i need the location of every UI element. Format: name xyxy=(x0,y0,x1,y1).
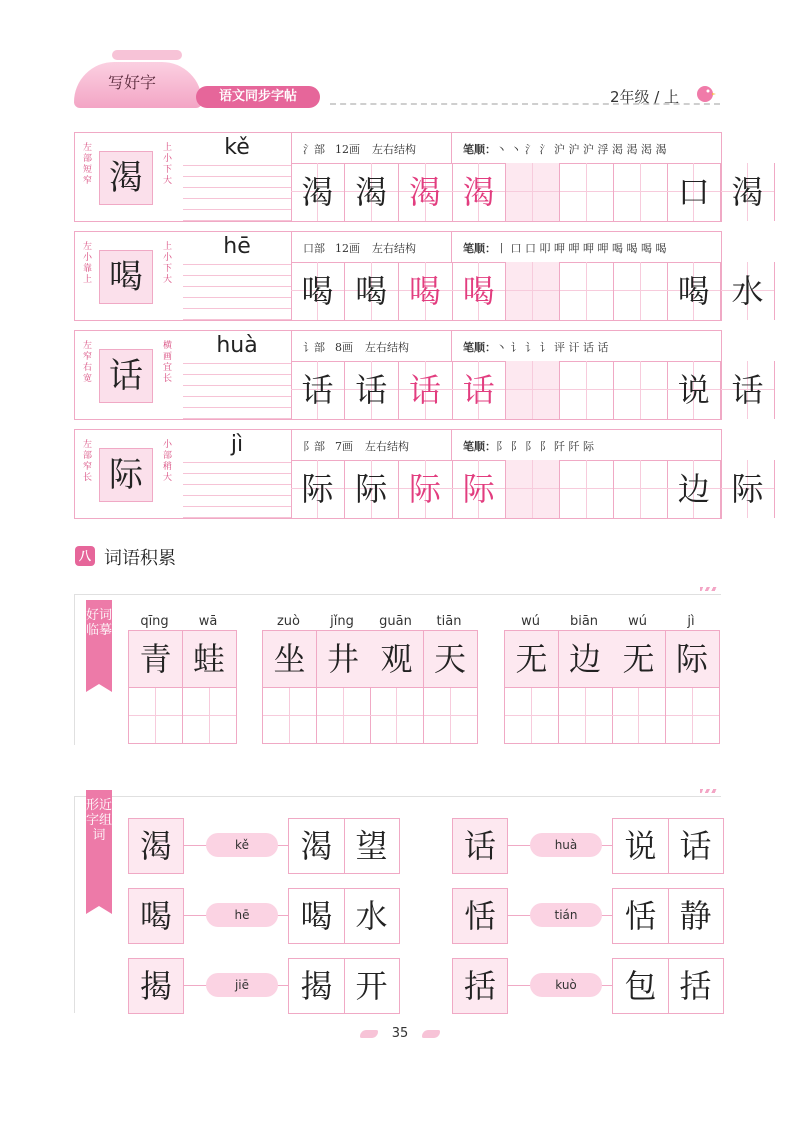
info-divider xyxy=(451,331,452,361)
stroke-order-sequence: 阝 阝 阝 阝 阡 阡 际 xyxy=(496,440,594,453)
pinyin-label: huà xyxy=(183,333,291,358)
practice-cells xyxy=(291,262,764,320)
info-divider xyxy=(451,133,452,163)
practice-cell xyxy=(614,262,668,320)
word-model-box xyxy=(317,631,370,688)
word-practice-box xyxy=(317,688,370,743)
page-number: 35 xyxy=(391,1026,409,1041)
practice-cell xyxy=(291,460,345,518)
word-pair-char: 话 xyxy=(679,827,712,865)
word-pair-char: 喝 xyxy=(289,889,345,943)
word-pair-char: 望 xyxy=(355,827,388,865)
radical-info xyxy=(303,438,409,454)
structure: 左右结构 xyxy=(372,143,416,156)
word-pinyin: jì xyxy=(687,614,695,629)
practice-cell xyxy=(506,163,560,221)
word-char: 无 xyxy=(515,640,548,678)
stroke-count: 8画 xyxy=(335,341,353,354)
word-cell xyxy=(263,631,317,743)
radical-info xyxy=(303,141,416,157)
writing-tip-left: 左小靠上 xyxy=(83,242,93,285)
stroke-order-sequence: 丶 讠 讠 讠 评 讦 话 话 xyxy=(496,341,609,354)
word-pair-box xyxy=(288,818,400,874)
practice-cell xyxy=(399,460,453,518)
word-pinyin: guān xyxy=(379,614,412,629)
similar-char-box xyxy=(128,888,184,944)
word-pair-box xyxy=(288,958,400,1014)
radical-info xyxy=(303,339,409,355)
word-pair-char: 揭 xyxy=(289,959,345,1013)
word-char: 渴 xyxy=(731,173,764,211)
similar-chars-tab: 形近字组词 xyxy=(86,790,112,906)
practice-cell xyxy=(667,163,721,221)
word-model-box xyxy=(370,631,423,688)
similar-char: 话 xyxy=(463,827,496,865)
word-char: 无 xyxy=(622,640,655,678)
writing-tip-right: 上小下大 xyxy=(163,143,173,186)
word-practice-box xyxy=(612,688,665,743)
word-char: 青 xyxy=(139,640,172,678)
writing-tip-right: 小部稍大 xyxy=(163,440,173,483)
word-cell xyxy=(129,631,183,743)
word-char: 边 xyxy=(677,470,710,508)
char-model-cell xyxy=(75,133,184,221)
practice-char: 际 xyxy=(462,470,495,508)
word-char: 话 xyxy=(731,371,764,409)
stroke-order xyxy=(463,240,666,256)
practice-cell xyxy=(614,361,668,419)
radical: 氵部 xyxy=(303,143,325,156)
word-practice-box xyxy=(129,688,182,743)
bird-icon xyxy=(694,81,716,103)
practice-cell xyxy=(667,361,721,419)
char-row xyxy=(74,231,764,321)
char-info xyxy=(291,331,721,362)
practice-char: 喝 xyxy=(462,272,495,310)
word-cell xyxy=(559,631,613,743)
structure: 左右结构 xyxy=(372,242,416,255)
similar-char-pinyin: hē xyxy=(206,903,278,927)
word-char: 蛙 xyxy=(192,640,225,678)
word-model-box xyxy=(505,631,558,688)
info-divider xyxy=(451,430,452,460)
word-model-box xyxy=(559,631,612,688)
stroke-order xyxy=(463,141,666,157)
word-cell xyxy=(666,631,720,743)
word-char: 说 xyxy=(677,371,710,409)
word-pair-box xyxy=(612,888,724,944)
model-char-box xyxy=(99,349,153,403)
writing-tip-left: 左部窄长 xyxy=(83,440,93,483)
writing-tip-right: 横画宜长 xyxy=(163,341,173,384)
practice-cells xyxy=(291,460,764,518)
word-pinyin: biān xyxy=(569,614,599,629)
practice-cell xyxy=(721,262,775,320)
writing-tip-right: 上小下大 xyxy=(163,242,173,285)
word-pinyin: wā xyxy=(198,614,218,629)
practice-cell xyxy=(452,163,506,221)
word-practice-box xyxy=(505,688,558,743)
stroke-order-sequence: 丨 口 口 叩 呷 呷 呷 呷 喝 喝 喝 喝 xyxy=(496,242,667,255)
word-cell xyxy=(612,631,666,743)
practice-cell xyxy=(345,460,399,518)
char-info xyxy=(291,133,721,164)
practice-cell xyxy=(399,361,453,419)
good-words-tab: 好词临摹 xyxy=(86,600,112,684)
practice-cell xyxy=(345,163,399,221)
structure: 左右结构 xyxy=(365,341,409,354)
panel-stripe xyxy=(700,789,718,793)
word-pair-box xyxy=(288,888,400,944)
similar-char-box xyxy=(128,818,184,874)
practice-char: 渴 xyxy=(462,173,495,211)
practice-cell xyxy=(291,361,345,419)
word-char: 井 xyxy=(326,640,359,678)
practice-cell xyxy=(721,361,775,419)
word-model-box xyxy=(612,631,665,688)
stroke-order-label: 笔顺： xyxy=(463,440,496,453)
word-char: 水 xyxy=(731,272,764,310)
practice-cell xyxy=(560,262,614,320)
char-model-cell xyxy=(75,430,184,518)
similar-char-pinyin: kě xyxy=(206,833,278,857)
practice-cell xyxy=(506,460,560,518)
word-group xyxy=(128,630,237,744)
practice-cell xyxy=(452,361,506,419)
practice-cell xyxy=(614,163,668,221)
word-pair-char: 包 xyxy=(613,959,669,1013)
similar-char: 恬 xyxy=(463,897,496,935)
practice-cell xyxy=(345,262,399,320)
similar-char-pinyin: huà xyxy=(530,833,602,857)
section-number-icon: 八 xyxy=(75,546,95,566)
practice-char: 话 xyxy=(408,371,441,409)
stroke-count: 12画 xyxy=(335,242,360,255)
word-pair-box xyxy=(612,818,724,874)
stroke-count: 12画 xyxy=(335,143,360,156)
stroke-order-label: 笔顺： xyxy=(463,242,496,255)
similar-char-box xyxy=(452,818,508,874)
word-char: 际 xyxy=(675,640,708,678)
word-pinyin: wú xyxy=(521,614,540,629)
word-pair-char: 括 xyxy=(679,967,712,1005)
word-pair-char: 渴 xyxy=(289,819,345,873)
practice-cell xyxy=(291,163,345,221)
model-char-box xyxy=(99,448,153,502)
practice-cell xyxy=(721,163,775,221)
similar-char-box xyxy=(452,958,508,1014)
stroke-order-label: 笔顺： xyxy=(463,143,496,156)
stroke-order xyxy=(463,438,594,454)
grade-label: 2年级 / 上 xyxy=(610,88,680,106)
similar-char-pinyin: kuò xyxy=(530,973,602,997)
page-wing-right xyxy=(422,1030,440,1038)
stroke-order-label: 笔顺： xyxy=(463,341,496,354)
practice-char: 渴 xyxy=(408,173,441,211)
pinyin-label: hē xyxy=(183,234,291,259)
char-info xyxy=(291,232,721,263)
practice-cell xyxy=(614,460,668,518)
radical-info xyxy=(303,240,416,256)
word-char: 边 xyxy=(568,640,601,678)
word-practice-box xyxy=(370,688,423,743)
word-char: 天 xyxy=(433,640,466,678)
word-cell xyxy=(183,631,237,743)
panel-stripe xyxy=(700,587,718,591)
model-char: 渴 xyxy=(109,158,143,198)
word-pinyin: jǐng xyxy=(330,614,354,629)
word-model-box xyxy=(183,631,236,688)
practice-cell xyxy=(345,361,399,419)
logo-title: 写好字 xyxy=(108,73,157,92)
section-title: 词语积累 xyxy=(104,548,176,569)
word-cell xyxy=(370,631,424,743)
practice-cell xyxy=(506,262,560,320)
subject-banner: 语文同步字帖 xyxy=(196,86,320,108)
word-practice-box xyxy=(559,688,612,743)
word-model-box xyxy=(666,631,719,688)
char-model-cell xyxy=(75,331,184,419)
practice-char: 际 xyxy=(301,470,334,508)
practice-cell xyxy=(667,262,721,320)
word-model-box xyxy=(263,631,316,688)
practice-char: 际 xyxy=(408,470,441,508)
word-practice-box xyxy=(263,688,316,743)
pinyin-label: kě xyxy=(183,135,291,160)
char-info xyxy=(291,430,721,461)
practice-cell xyxy=(560,163,614,221)
word-char: 口 xyxy=(677,173,710,211)
practice-cell xyxy=(721,460,775,518)
word-pinyin: qīng xyxy=(140,614,169,629)
model-char: 喝 xyxy=(109,257,143,297)
practice-cell xyxy=(560,460,614,518)
practice-char: 际 xyxy=(355,470,388,508)
word-practice-box xyxy=(666,688,719,743)
practice-char: 话 xyxy=(355,371,388,409)
practice-cell xyxy=(399,262,453,320)
word-group xyxy=(262,630,478,744)
similar-char: 渴 xyxy=(139,827,172,865)
practice-cell xyxy=(506,361,560,419)
word-cell xyxy=(317,631,371,743)
practice-char: 喝 xyxy=(408,272,441,310)
practice-cell xyxy=(399,163,453,221)
word-pair-box xyxy=(612,958,724,1014)
word-char: 际 xyxy=(731,470,764,508)
word-pinyin: zuò xyxy=(276,614,301,629)
similar-char: 括 xyxy=(463,967,496,1005)
info-divider xyxy=(451,232,452,262)
similar-char-pinyin: tián xyxy=(530,903,602,927)
word-pair-char: 开 xyxy=(355,967,388,1005)
radical: 讠部 xyxy=(303,341,325,354)
similar-char: 揭 xyxy=(139,967,172,1005)
model-char-box xyxy=(99,250,153,304)
word-group xyxy=(504,630,720,744)
word-char: 喝 xyxy=(677,272,710,310)
logo-ribbon xyxy=(112,50,182,60)
word-pair-char: 水 xyxy=(355,897,388,935)
char-row xyxy=(74,132,764,222)
practice-cells xyxy=(291,163,764,221)
similar-char-pinyin: jiē xyxy=(206,973,278,997)
char-row xyxy=(74,429,764,519)
similar-char: 喝 xyxy=(139,897,172,935)
word-model-box xyxy=(129,631,182,688)
char-row xyxy=(74,330,764,420)
model-char: 际 xyxy=(109,455,143,495)
practice-cell xyxy=(452,460,506,518)
word-pair-char: 静 xyxy=(679,897,712,935)
practice-char: 话 xyxy=(462,371,495,409)
word-char: 观 xyxy=(380,640,413,678)
stroke-order xyxy=(463,339,608,355)
practice-char: 渴 xyxy=(355,173,388,211)
model-char: 话 xyxy=(109,356,143,396)
stroke-count: 7画 xyxy=(335,440,353,453)
stroke-order-sequence: 丶 丶 氵 氵 沪 沪 沪 浮 渇 渇 渇 渴 xyxy=(496,143,667,156)
pinyin-label: jì xyxy=(183,432,291,457)
practice-char: 渴 xyxy=(301,173,334,211)
word-pair-char: 恬 xyxy=(613,889,669,943)
writing-tip-left: 左窄右宽 xyxy=(83,341,93,384)
radical: 阝部 xyxy=(303,440,325,453)
word-model-box xyxy=(424,631,477,688)
word-pair-char: 说 xyxy=(613,819,669,873)
word-cell xyxy=(424,631,478,743)
similar-char-box xyxy=(128,958,184,1014)
similar-char-box xyxy=(452,888,508,944)
practice-char: 话 xyxy=(301,371,334,409)
practice-cell xyxy=(291,262,345,320)
word-practice-box xyxy=(183,688,236,743)
word-cell xyxy=(505,631,559,743)
practice-cell xyxy=(667,460,721,518)
writing-tip-left: 左部短窄 xyxy=(83,143,93,186)
word-char: 坐 xyxy=(273,640,306,678)
model-char-box xyxy=(99,151,153,205)
char-model-cell xyxy=(75,232,184,320)
practice-cell xyxy=(560,361,614,419)
word-pinyin: wú xyxy=(628,614,647,629)
radical: 口部 xyxy=(303,242,325,255)
practice-char: 喝 xyxy=(355,272,388,310)
word-pinyin: tiān xyxy=(436,614,462,629)
practice-char: 喝 xyxy=(301,272,334,310)
structure: 左右结构 xyxy=(365,440,409,453)
practice-cell xyxy=(452,262,506,320)
word-practice-box xyxy=(424,688,477,743)
practice-cells xyxy=(291,361,764,419)
